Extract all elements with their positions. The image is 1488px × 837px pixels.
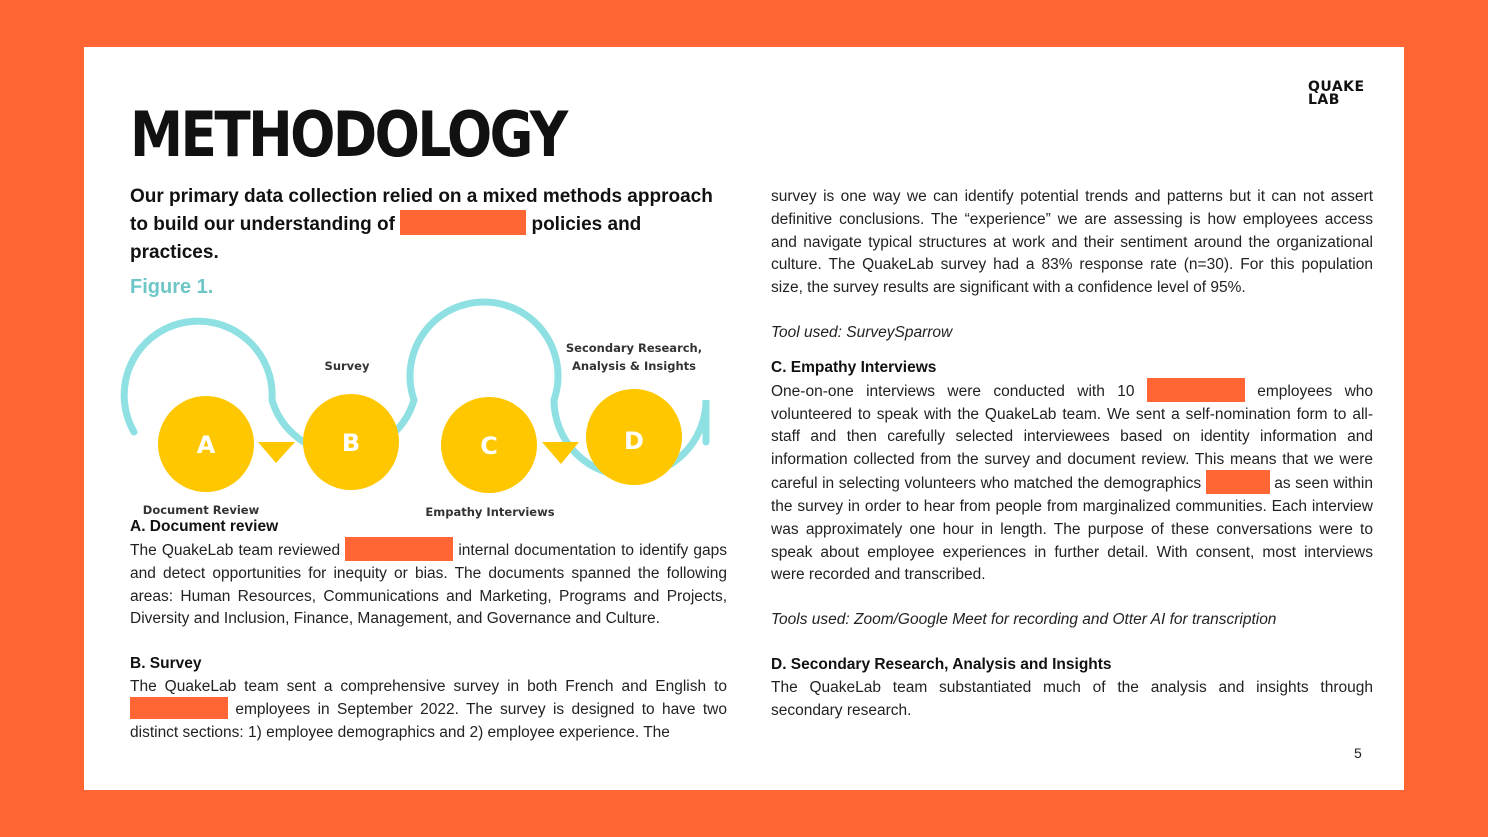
section-a-heading: A. Document review	[130, 518, 279, 535]
report-page	[84, 47, 1404, 790]
redaction-block	[400, 210, 526, 235]
page-title: METHODOLOGY	[130, 98, 566, 171]
left-column	[130, 516, 727, 744]
methodology-diagram	[124, 287, 724, 519]
step-b-letter: B	[341, 429, 361, 457]
right-column	[771, 186, 1373, 722]
step-d-caption-line1: Secondary Research,	[565, 341, 703, 355]
lead-paragraph: Our primary data collection relied on a mixed methods approach to build our understanding of policies and practices.	[130, 186, 713, 263]
step-c-letter: C	[480, 432, 498, 460]
section-a-text: The QuakeLab team reviewed internal documentation to identify gaps and detect opportunities for inequity or bias. The documents spanned the following areas: Human Resources, Communications and Marketing, Programs and Projects, Diversity and Inclusion, Finance, Management, and Governance and Culture.	[130, 539, 727, 631]
step-b-caption: Survey	[324, 359, 370, 373]
page-number: 5	[1354, 745, 1362, 761]
section-d-heading: D. Secondary Research, Analysis and Insights	[771, 655, 1112, 673]
section-c-text: One-on-one interviews were conducted with 10 employees who volunteered to speak with the QuakeLab team. We sent a self-nomination form to all-staff and then carefully selected interviewees based on identity information and information collected from the survey and document review. This means that we were careful in selecting volunteers who matched the demographics as seen within the survey in order to hear from people from marginalized communities. Each interview was approximately one hour in length. The purpose of these conversations were to speak about employee experiences in further detail. With consent, most interviews were recorded and transcribed.	[771, 380, 1373, 588]
section-c-tool: Tools used: Zoom/Google Meet for recording and Otter AI for transcription	[771, 611, 1277, 629]
section-d-text: The QuakeLab team substantiated much of the analysis and insights through secondary research.	[771, 678, 1373, 719]
step-a-letter: A	[196, 431, 216, 459]
figure-label: Figure 1.	[130, 276, 214, 298]
section-b-text: The QuakeLab team sent a comprehensive survey in both French and English to employees in September 2022. The survey is designed to have two distinct sections: 1) employee demographics and 2) employee experience. The	[130, 677, 727, 741]
step-d-letter: D	[624, 427, 644, 455]
redaction-block	[1206, 470, 1270, 494]
redaction-block	[1147, 378, 1245, 402]
step-d-caption-line2: Analysis & Insights	[572, 359, 696, 373]
redaction-block	[130, 697, 228, 719]
arrow-a-to-b	[258, 442, 295, 463]
quakelab-logo: QUAKE LAB	[1308, 79, 1365, 108]
step-c-caption: Empathy Interviews	[425, 505, 555, 519]
section-b-heading: B. Survey	[130, 655, 202, 673]
redaction-block	[345, 537, 453, 561]
step-a-caption: Document Review	[142, 503, 260, 517]
section-c-heading: C. Empathy Interviews	[771, 358, 937, 376]
section-b-tool: Tool used: SurveySparrow	[771, 323, 953, 341]
section-b-text-continued: survey is one way we can identify potential trends and patterns but it can not assert definitive conclusions. The “experience” we are assessing is how employees access and navigate typical structures at work and their sentiment around the organizational culture. The QuakeLab survey had a 83% response rate (n=30). For this population size, the survey results are significant with a confidence level of 95%.	[771, 188, 1373, 297]
